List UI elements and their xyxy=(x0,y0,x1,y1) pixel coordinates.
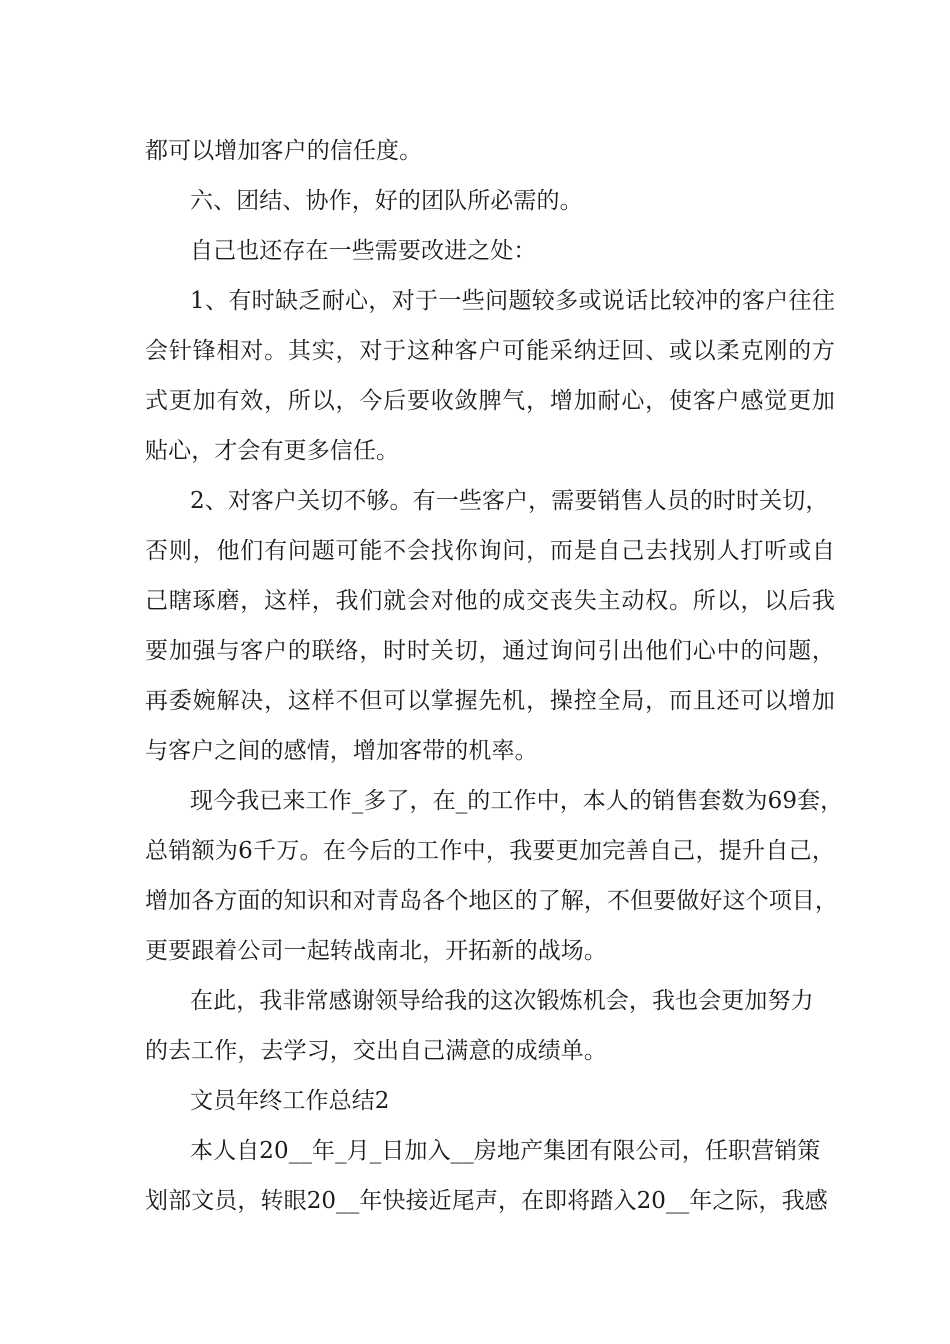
text-line: 要加强与客户的联络，时时关切，通过询问引出他们心中的问题， xyxy=(145,638,835,664)
text-line: 2、对客户关切不够。有一些客户，需要销售人员的时时关切， xyxy=(190,488,829,514)
text-line: 式更加有效，所以，今后要收敛脾气，增加耐心，使客户感觉更加 xyxy=(145,388,835,414)
text-line: 贴心，才会有更多信任。 xyxy=(145,438,400,464)
text-line: 会针锋相对。其实，对于这种客户可能采纳迂回、或以柔克刚的方 xyxy=(145,338,835,364)
text-line: 自己也还存在一些需要改进之处： xyxy=(190,238,537,264)
text-line: 己瞎琢磨，这样，我们就会对他的成交丧失主动权。所以，以后我 xyxy=(145,588,835,614)
text-line: 本人自20__年_月_日加入__房地产集团有限公司，任职营销策 xyxy=(190,1138,821,1164)
text-line: 总销额为6千万。在今后的工作中，我要更加完善自己，提升自己， xyxy=(145,838,835,864)
text-line: 六、团结、协作，好的团队所必需的。 xyxy=(190,188,583,214)
text-line: 的去工作，去学习，交出自己满意的成绩单。 xyxy=(145,1038,607,1064)
text-line: 否则，他们有问题可能不会找你询问，而是自己去找别人打听或自 xyxy=(145,538,835,564)
text-line: 划部文员，转眼20__年快接近尾声，在即将踏入20__年之际，我感 xyxy=(145,1188,828,1214)
text-line: 再委婉解决，这样不但可以掌握先机，操控全局，而且还可以增加 xyxy=(145,688,835,714)
text-line: 更要跟着公司一起转战南北，开拓新的战场。 xyxy=(145,938,607,964)
text-line: 现今我已来工作_多了，在_的工作中，本人的销售套数为69套， xyxy=(190,788,844,814)
section-heading: 文员年终工作总结2 xyxy=(190,1088,390,1114)
text-line: 在此，我非常感谢领导给我的这次锻炼机会，我也会更加努力 xyxy=(190,988,814,1014)
text-line: 与客户之间的感情，增加客带的机率。 xyxy=(145,738,538,764)
text-line: 1、有时缺乏耐心，对于一些问题较多或说话比较冲的客户往往 xyxy=(190,288,835,314)
text-line: 都可以增加客户的信任度。 xyxy=(145,138,423,164)
text-line: 增加各方面的知识和对青岛各个地区的了解，不但要做好这个项目， xyxy=(145,888,838,914)
